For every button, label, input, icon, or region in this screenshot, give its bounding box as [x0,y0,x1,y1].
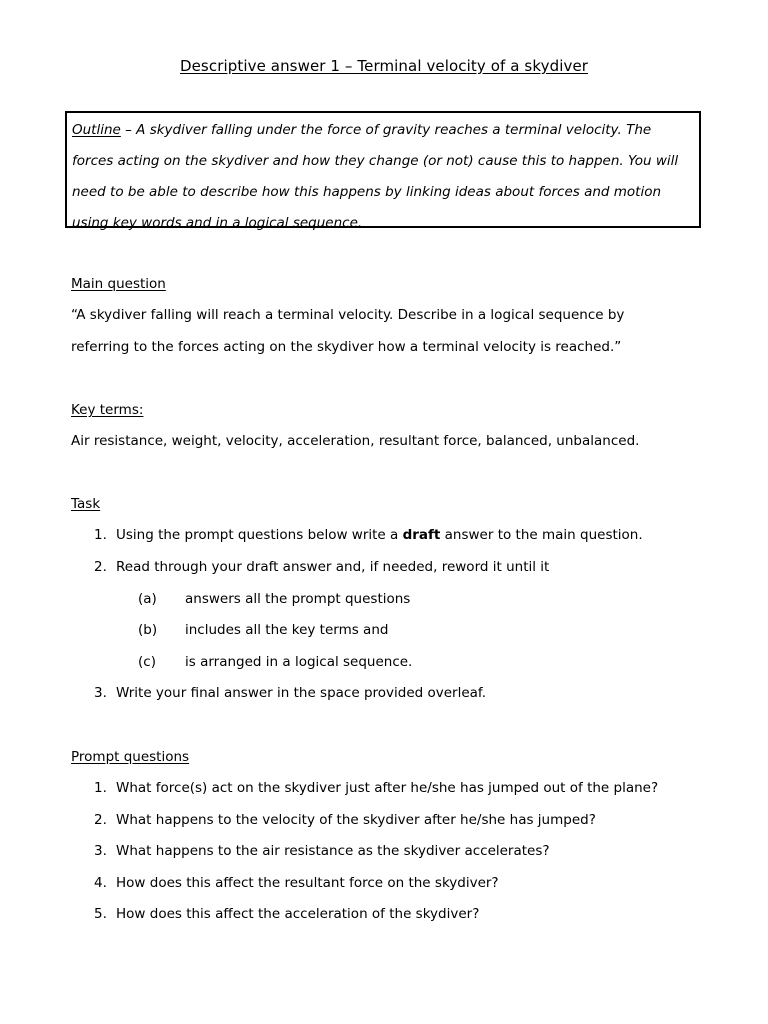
main-question-line-1: “A skydiver falling will reach a terminal velocity. Describe in a logical sequence by [71,307,625,323]
prompt-questions-heading: Prompt questions [71,749,190,765]
outline-line-3: need to be able to describe how this happens by linking ideas about forces and motion [72,184,662,200]
prompt-question-number: 2. [94,812,107,828]
prompt-question-text: How does this affect the resultant force on the skydiver? [116,875,499,891]
outline-box [65,111,701,231]
outline-line-4: using key words and in a logical sequence. [72,215,363,231]
prompt-question-number: 4. [94,875,107,891]
task-heading: Task [71,496,101,512]
outline-label: Outline [72,122,121,138]
task-sub-item-a [138,591,410,607]
prompt-question-text: How does this affect the acceleration of the skydiver? [116,906,480,922]
task-item-text: answer to the main question. [440,527,643,543]
task-sub-item-c [138,654,412,670]
prompt-question-3 [94,843,550,859]
main-question-line-2: referring to the forces acting on the skydiver how a terminal velocity is reached.” [71,339,622,355]
key-terms-text: Air resistance, weight, velocity, acceleration, resultant force, balanced, unbalanced. [71,433,640,449]
task-item-3 [94,685,486,701]
prompt-question-5 [94,906,479,922]
sub-item-text: answers all the prompt questions [185,591,411,607]
key-terms-heading: Key terms: [71,402,144,418]
prompt-question-2 [94,812,596,828]
task-sub-item-b [138,622,388,638]
sub-item-letter: (c) [138,654,156,670]
sub-item-letter: (a) [138,591,157,607]
outline-line-1-text: – A skydiver falling under the force of gravity reaches a terminal velocity. The [120,122,652,138]
sub-item-text: includes all the key terms and [185,622,389,638]
prompt-question-1 [94,780,658,796]
task-item-text: Read through your draft answer and, if needed, reword it until it [116,559,550,575]
prompt-question-text: What force(s) act on the skydiver just after he/she has jumped out of the plane? [116,780,659,796]
prompt-question-text: What happens to the air resistance as the skydiver accelerates? [116,843,550,859]
outline-line-1 [72,115,699,146]
sub-item-letter: (b) [138,622,158,638]
prompt-question-number: 1. [94,780,107,796]
task-item-1 [94,527,643,543]
task-item-text: Using the prompt questions below write a [116,527,403,543]
outline-line-2: forces acting on the skydiver and how they change (or not) cause this to happen. You will [72,153,679,169]
task-item-number: 2. [94,559,107,575]
task-item-text: Write your final answer in the space provided overleaf. [116,685,486,701]
prompt-question-number: 3. [94,843,107,859]
task-item-bold-word: draft [402,527,441,543]
task-item-number: 1. [94,527,107,543]
task-item-number: 3. [94,685,107,701]
sub-item-text: is arranged in a logical sequence. [185,654,413,670]
task-item-2 [94,559,549,575]
page-title: Descriptive answer 1 – Terminal velocity of a skydiver [179,57,589,75]
main-question-heading: Main question [71,276,166,292]
prompt-question-number: 5. [94,906,107,922]
prompt-question-text: What happens to the velocity of the skydiver after he/she has jumped? [116,812,596,828]
prompt-question-4 [94,875,499,891]
